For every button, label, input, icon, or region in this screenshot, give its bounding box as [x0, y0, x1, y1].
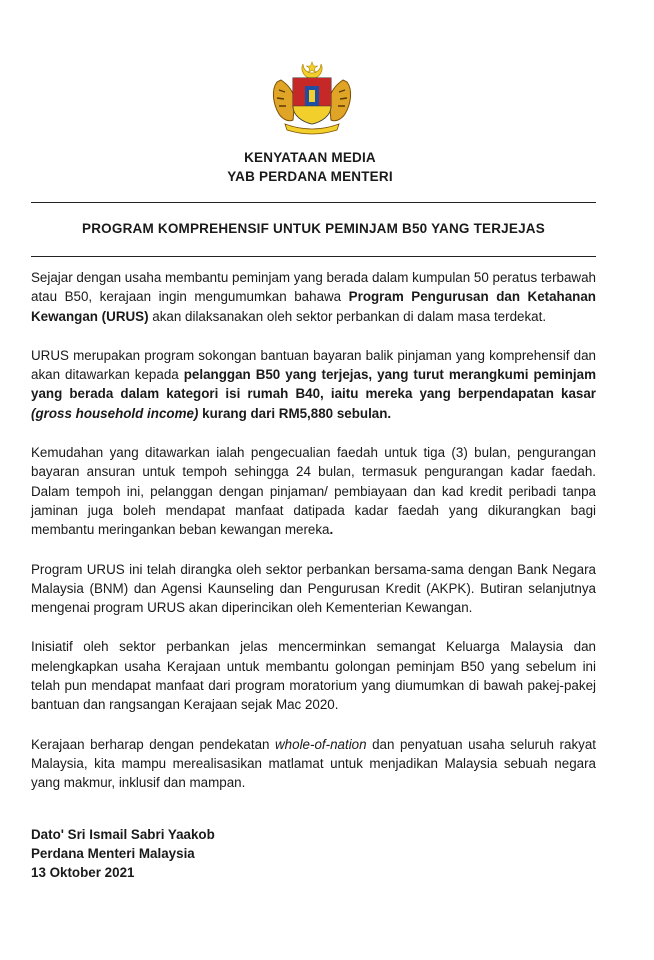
paragraph-6-text: Kerajaan berharap dengan pendekatan: [31, 736, 276, 752]
statement-type-heading: KENYATAAN MEDIA: [244, 150, 376, 165]
paragraph-3-period: .: [329, 522, 334, 538]
signatory-name: Dato' Sri Ismail Sabri Yaakob: [31, 827, 215, 842]
paragraph-6-text-end: dan penyatuan usaha seluruh rakyat Malaysia, kita mampu merealisasikan matlamat untuk menjadikan Malaysia sebuah negara yang makmur, inklusif dan mampan.: [31, 736, 596, 791]
statement-date: 13 Oktober 2021: [31, 865, 135, 880]
paragraph-3-text: Kemudahan yang ditawarkan ialah pengecualian faedah untuk tiga (3) bulan, pengurangan bayaran ansuran untuk tempoh sehingga 24 bulan, termasuk pengurangan kadar faedah. Dalam tempoh ini, pelanggan dengan pinjaman/ pembiayaan dan kad kredit peribadi tanpa jaminan juga boleh mendapat manfaat datipada kadar faedah yang dikurangkan bagi membantu meringankan beban kewangan mereka: [31, 445, 596, 538]
paragraph-6-italic-term: whole-of-nation: [275, 736, 367, 752]
document-title: PROGRAM KOMPREHENSIF UNTUK PEMINJAM B50 YANG TERJEJAS: [82, 221, 545, 236]
paragraph-1-text: Sejajar dengan usaha membantu peminjam yang berada dalam kumpulan 50 peratus terbawah atau B50, kerajaan ingin mengumumkan bahawa: [31, 270, 596, 305]
paragraph-1-text-end: akan dilaksanakan oleh sektor perbankan di dalam masa terdekat.: [148, 308, 547, 324]
paragraph-6: [31, 735, 596, 793]
paragraph-2-italic-term: (gross household income): [31, 405, 199, 421]
paragraph-2-eligibility: pelanggan B50 yang terjejas, yang turut merangkumi peminjam yang berada dalam kategori isi rumah B40, iaitu mereka yang berpendapatan kasar: [31, 367, 596, 402]
top-divider: [31, 202, 596, 203]
bottom-divider: [31, 256, 596, 257]
paragraph-3: [31, 443, 596, 539]
issuer-heading: YAB PERDANA MENTERI: [227, 169, 393, 184]
paragraph-4: Program URUS ini telah dirangka oleh sektor perbankan bersama-sama dengan Bank Negara Malaysia (BNM) dan Agensi Kaunseling dan Pengurusan Kredit (AKPK). Butiran selanjutnya mengenai program URUS akan diperincikan oleh Kementerian Kewangan.: [31, 561, 596, 616]
paragraph-1: [31, 268, 596, 326]
paragraph-2-text: URUS merupakan program sokongan bantuan bayaran balik pinjaman yang komprehensif dan akan ditawarkan kepada: [31, 347, 596, 383]
paragraph-2-income-limit: kurang dari RM5,880 sebulan.: [198, 405, 392, 421]
signature-block: [31, 825, 215, 882]
signatory-position: Perdana Menteri Malaysia: [31, 846, 195, 861]
paragraph-1-program-name: Program Pengurusan dan Ketahanan Kewangan (URUS): [31, 289, 596, 324]
statement-body: [31, 268, 596, 813]
paragraph-5: Inisiatif oleh sektor perbankan jelas mencerminkan semangat Keluarga Malaysia dan melengkapkan usaha Kerajaan untuk membantu golongan peminjam B50 yang sebelum ini telah pun mendapat manfaat dari program moratorium yang diumumkan di bawah pakej-pakej bantuan dan rangsangan Kerajaan sejak Mac 2020.: [31, 639, 596, 713]
paragraph-2: [31, 346, 596, 423]
malaysia-coat-of-arms-icon: [267, 60, 357, 136]
